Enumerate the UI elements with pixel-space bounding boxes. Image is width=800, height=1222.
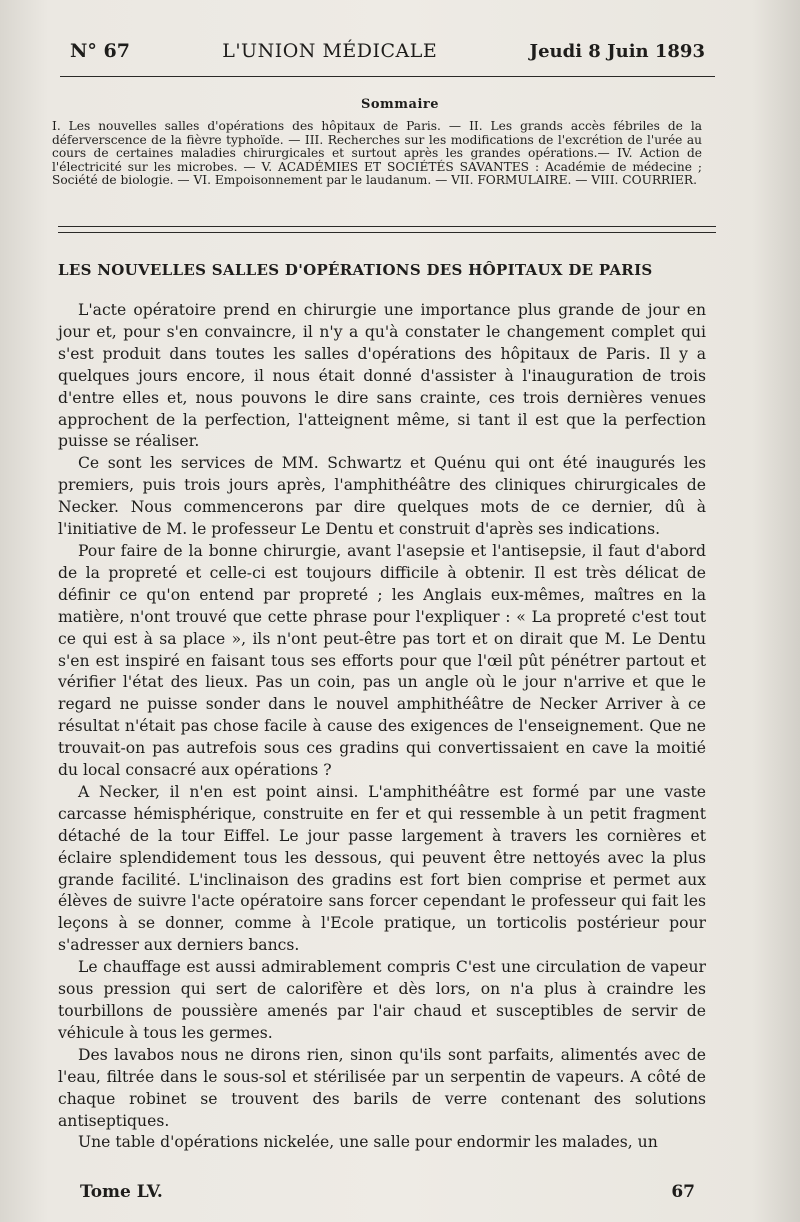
journal-title: L'UNION MÉDICALE: [222, 40, 438, 62]
issue-number: N° 67: [70, 40, 130, 62]
page-number: 67: [671, 1182, 695, 1202]
paragraph: Ce sont les services de MM. Schwartz et Quénu qui ont été inaugurés les premiers, puis trois jours après, l'amphithéâtre des cliniques chirurgicales de Necker. Nous commencerons par dire quelques mots de ce dernier, dû à l'initiative de M. le professeur Le Dentu et construit d'après ses indications.: [58, 454, 706, 539]
paragraph: L'acte opératoire prend en chirurgie une importance plus grande de jour en jour et, pour s'en convaincre, il n'y a qu'à constater le changement complet qui s'est produit dans toutes les salles d'opérations des hôpitaux de Paris. Il y a quelques jours encore, il nous était donné d'assister à l'inauguration de trois d'entre elles et, nous pouvons le dire sans crainte, ces trois dernières venues approchent de la perfection, l'atteignent même, si tant il est que la perfection puisse se réaliser.: [58, 301, 706, 451]
issue-date: Jeudi 8 Juin 1893: [529, 41, 705, 62]
paragraph: Pour faire de la bonne chirurgie, avant l'asepsie et l'antisepsie, il faut d'abord de la propreté et celle-ci est toujours difficile à obtenir. Il est très délicat de définir ce qu'on entend par propreté ; les Anglais eux-mêmes, maîtres en la matière, n'ont trouvé que cette phrase pour l'expliquer : « La propreté c'est tout ce qui est à sa place », ils n'ont peut-être pas tort et on dirait que M. Le Dentu s'en est inspiré en faisant tous ses efforts pour que l'œil pût pénétrer partout et vérifier l'état des lieux. Pas un coin, pas un angle où le jour n'arrive et que le regard ne puisse sonder dans le nouvel amphithéâtre de Necker Arriver à ce résultat n'était pas chose facile à cause des exigences de l'enseignement. Que ne trouvait-on pas autrefois sous ces gradins qui convertissaient en cave la moitié du local consacré aux opérations ?: [58, 541, 706, 780]
running-header: [70, 40, 705, 72]
header-rule: [60, 76, 715, 77]
tome-label: Tome LV.: [80, 1182, 163, 1202]
sommaire-rule-bottom: [58, 232, 716, 233]
article-body: [58, 300, 706, 1154]
article-title: LES NOUVELLES SALLES D'OPÉRATIONS DES HÔPITAUX DE PARIS: [58, 261, 653, 279]
paragraph: Le chauffage est aussi admirablement compris C'est une circulation de vapeur sous pression qui sert de calorifère et dès lors, on n'a plus à craindre les tourbillons de poussière amenés par l'air chaud et susceptibles de servir de véhicule à tous les germes.: [58, 958, 706, 1042]
paragraph: Une table d'opérations nickelée, une salle pour endormir les malades, un: [78, 1133, 658, 1152]
paragraph: Des lavabos nous ne dirons rien, sinon qu'ils sont parfaits, alimentés avec de l'eau, filtrée dans le sous-sol et stérilisée par un serpentin de vapeurs. A côté de chaque robinet se trouvent des barils de verre contenant des solutions antiseptiques.: [58, 1045, 706, 1130]
paragraph: A Necker, il n'en est point ainsi. L'amphithéâtre est formé par une vaste carcasse hémisphérique, construite en fer et qui ressemble à un petit fragment détaché de la tour Eiffel. Le jour passe largement à travers les cornières et éclaire splendidement tous les dessous, qui peuvent être nettoyés avec la plus grande facilité. L'inclinaison des gradins est fort bien comprise et permet aux élèves de suivre l'acte opératoire sans forcer cependant le professeur qui fait les leçons à se donner, comme à l'Ecole pratique, un torticolis postérieur pour s'adresser aux derniers bancs.: [58, 782, 706, 955]
sommaire-rule-top: [58, 226, 716, 227]
sommaire-contents: I. Les nouvelles salles d'opérations des hôpitaux de Paris. — II. Les grands accès fébriles de la déferverscence de la fièvre typhoïde. — III. Recherches sur les modifications de l'excrétion de l'urée au cours de certaines maladies chirurgicales et surtout après les grandes opérations.— IV. Action de l'électricité sur les microbes. — V. ACADÉMIES ET SOCIÉTÉS SAVANTES : Académie de médecine ; Société de biologie. — VI. Empoisonnement par le laudanum. — VII. FORMULAIRE. — VIII. COURRIER.: [52, 119, 702, 188]
page-footer: [80, 1182, 695, 1202]
sommaire-heading: Sommaire: [360, 97, 440, 112]
